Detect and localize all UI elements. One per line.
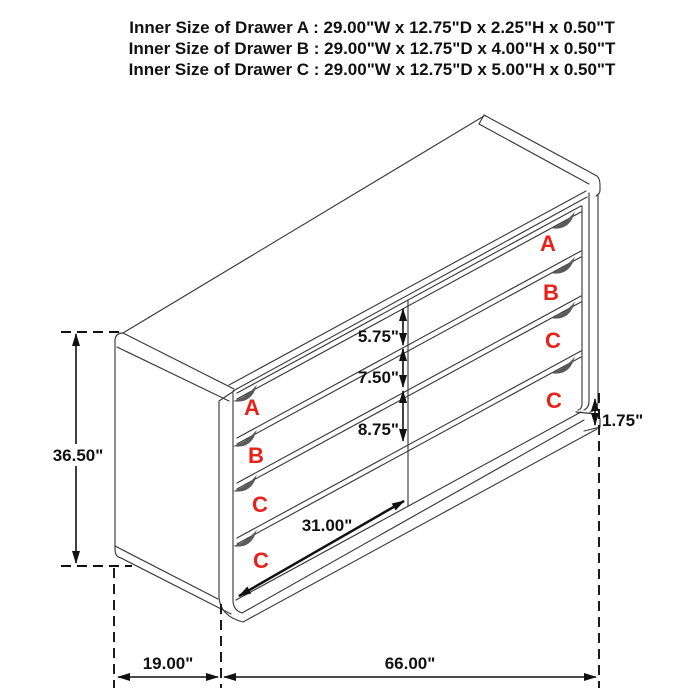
drawer-a-size-text: Inner Size of Drawer A : 29.00"W x 12.75"D x 2.25"H x 0.50"T xyxy=(129,18,615,37)
overall-height-value: 36.50" xyxy=(52,446,104,465)
base-height-dimension xyxy=(595,399,643,430)
left-drawer-label-a: A xyxy=(244,395,260,420)
top-surface xyxy=(123,115,600,391)
right-drawer-label-a: A xyxy=(540,231,556,256)
header-text-block xyxy=(129,18,616,79)
left-side-panel xyxy=(115,333,234,614)
overall-width-dimension xyxy=(224,654,596,677)
drawer-b-front-height-value: 7.50" xyxy=(357,368,399,387)
drawer-boundary-lines xyxy=(237,206,581,544)
drawer-c-front-height-value: 8.75" xyxy=(357,420,399,439)
left-drawer-label-c2: C xyxy=(253,548,269,573)
overall-height-dimension xyxy=(53,334,104,563)
base-height-value: 1.75" xyxy=(602,411,644,430)
drawer-handle-scoops xyxy=(231,212,578,551)
drawer-b-size-text: Inner Size of Drawer B : 29.00"W x 12.75"D x 4.00"H x 0.50"T xyxy=(128,39,616,58)
overall-width-value: 66.00" xyxy=(384,654,436,673)
drawer-a-front-height-value: 5.75" xyxy=(357,327,399,346)
right-drawer-label-b: B xyxy=(543,280,559,305)
right-drawer-label-c1: C xyxy=(545,328,561,353)
drawer-c-size-text: Inner Size of Drawer C : 29.00"W x 12.75"D x 5.00"H x 0.50"T xyxy=(128,60,616,79)
left-drawer-label-c1: C xyxy=(252,492,268,517)
overall-depth-dimension xyxy=(118,654,218,677)
left-drawer-label-b: B xyxy=(248,443,264,468)
right-drawer-label-c2: C xyxy=(546,388,562,413)
front-left-post xyxy=(219,391,243,622)
plinth-base xyxy=(236,412,600,622)
overall-depth-value: 19.00" xyxy=(142,654,194,673)
drawer-opening-width-value: 31.00" xyxy=(301,516,353,535)
drawer-front-height-dimensions xyxy=(358,309,403,441)
dimension-annotations xyxy=(53,309,643,677)
